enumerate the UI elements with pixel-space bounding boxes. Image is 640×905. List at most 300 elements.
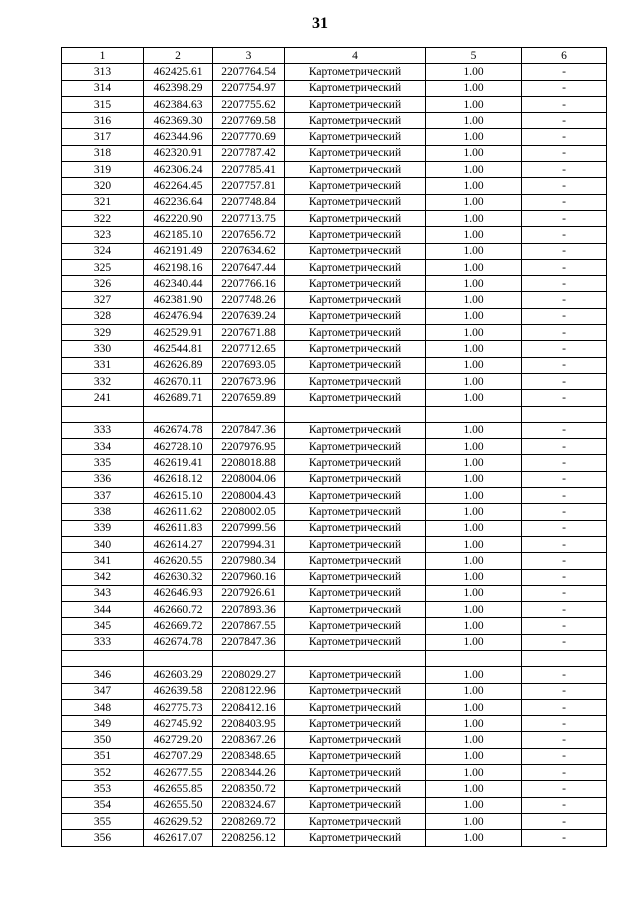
cell-x-coordinate: 462344.96 <box>144 129 213 145</box>
cell-point-number <box>62 650 144 666</box>
cell-accuracy: 1.00 <box>426 667 522 683</box>
cell-accuracy: 1.00 <box>426 699 522 715</box>
cell-accuracy: 1.00 <box>426 243 522 259</box>
cell-method: Картометрический <box>285 553 426 569</box>
cell-x-coordinate: 462425.61 <box>144 64 213 80</box>
cell-point-number: 337 <box>62 488 144 504</box>
cell-accuracy: 1.00 <box>426 162 522 178</box>
cell-accuracy: 1.00 <box>426 227 522 243</box>
cell-point-number: 341 <box>62 553 144 569</box>
table-row <box>62 748 607 764</box>
table-row <box>62 634 607 650</box>
table-row <box>62 602 607 618</box>
table-row <box>62 341 607 357</box>
cell-method: Картометрический <box>285 113 426 129</box>
cell-method: Картометрический <box>285 96 426 112</box>
cell-note: - <box>522 276 607 292</box>
cell-point-number: 354 <box>62 797 144 813</box>
cell-method: Картометрический <box>285 145 426 161</box>
cell-accuracy: 1.00 <box>426 145 522 161</box>
cell-note: - <box>522 308 607 324</box>
cell-y-coordinate: 2207647.44 <box>213 259 285 275</box>
cell-y-coordinate <box>213 650 285 666</box>
cell-method: Картометрический <box>285 520 426 536</box>
cell-point-number: 347 <box>62 683 144 699</box>
cell-y-coordinate: 2207769.58 <box>213 113 285 129</box>
cell-x-coordinate: 462674.78 <box>144 634 213 650</box>
table-row <box>62 276 607 292</box>
table-row <box>62 569 607 585</box>
column-header-note: 6 <box>522 48 607 64</box>
cell-x-coordinate: 462236.64 <box>144 194 213 210</box>
cell-method: Картометрический <box>285 536 426 552</box>
cell-note: - <box>522 797 607 813</box>
cell-point-number: 340 <box>62 536 144 552</box>
cell-y-coordinate: 2208350.72 <box>213 781 285 797</box>
cell-x-coordinate: 462544.81 <box>144 341 213 357</box>
cell-x-coordinate: 462529.91 <box>144 325 213 341</box>
coordinates-table <box>61 47 607 847</box>
cell-x-coordinate: 462646.93 <box>144 585 213 601</box>
table-row <box>62 178 607 194</box>
cell-accuracy <box>426 406 522 422</box>
cell-accuracy: 1.00 <box>426 748 522 764</box>
cell-x-coordinate: 462655.85 <box>144 781 213 797</box>
cell-method: Картометрический <box>285 210 426 226</box>
cell-point-number <box>62 406 144 422</box>
cell-y-coordinate: 2207748.84 <box>213 194 285 210</box>
cell-accuracy: 1.00 <box>426 390 522 406</box>
table-row <box>62 488 607 504</box>
cell-note: - <box>522 520 607 536</box>
cell-method: Картометрический <box>285 276 426 292</box>
cell-note: - <box>522 325 607 341</box>
cell-note: - <box>522 748 607 764</box>
cell-note: - <box>522 781 607 797</box>
cell-note: - <box>522 145 607 161</box>
cell-y-coordinate: 2207999.56 <box>213 520 285 536</box>
table-row <box>62 162 607 178</box>
cell-x-coordinate: 462191.49 <box>144 243 213 259</box>
table-row <box>62 716 607 732</box>
cell-method: Картометрический <box>285 699 426 715</box>
cell-note: - <box>522 699 607 715</box>
cell-x-coordinate: 462603.29 <box>144 667 213 683</box>
column-header-x: 2 <box>144 48 213 64</box>
cell-x-coordinate: 462381.90 <box>144 292 213 308</box>
cell-point-number: 320 <box>62 178 144 194</box>
cell-y-coordinate: 2207847.36 <box>213 634 285 650</box>
table-row <box>62 536 607 552</box>
cell-point-number: 327 <box>62 292 144 308</box>
cell-note: - <box>522 471 607 487</box>
cell-note: - <box>522 488 607 504</box>
cell-point-number: 334 <box>62 439 144 455</box>
cell-note: - <box>522 683 607 699</box>
cell-y-coordinate: 2208367.26 <box>213 732 285 748</box>
cell-note: - <box>522 259 607 275</box>
cell-point-number: 333 <box>62 634 144 650</box>
cell-point-number: 344 <box>62 602 144 618</box>
cell-y-coordinate: 2207867.55 <box>213 618 285 634</box>
cell-method: Картометрический <box>285 732 426 748</box>
cell-method <box>285 406 426 422</box>
table-row <box>62 243 607 259</box>
cell-x-coordinate: 462398.29 <box>144 80 213 96</box>
cell-accuracy: 1.00 <box>426 471 522 487</box>
cell-point-number: 241 <box>62 390 144 406</box>
cell-accuracy: 1.00 <box>426 781 522 797</box>
table-row <box>62 667 607 683</box>
cell-point-number: 352 <box>62 765 144 781</box>
cell-point-number: 323 <box>62 227 144 243</box>
cell-x-coordinate: 462185.10 <box>144 227 213 243</box>
table-row <box>62 830 607 846</box>
cell-y-coordinate: 2207980.34 <box>213 553 285 569</box>
cell-y-coordinate: 2207656.72 <box>213 227 285 243</box>
table-row <box>62 683 607 699</box>
cell-y-coordinate: 2207960.16 <box>213 569 285 585</box>
cell-point-number: 355 <box>62 813 144 829</box>
cell-method: Картометрический <box>285 325 426 341</box>
cell-note <box>522 406 607 422</box>
table-row-separator <box>62 650 607 666</box>
cell-y-coordinate: 2208004.06 <box>213 471 285 487</box>
cell-method: Картометрический <box>285 602 426 618</box>
cell-y-coordinate: 2208029.27 <box>213 667 285 683</box>
table-row <box>62 64 607 80</box>
column-header-accuracy: 5 <box>426 48 522 64</box>
cell-x-coordinate: 462689.71 <box>144 390 213 406</box>
cell-x-coordinate: 462369.30 <box>144 113 213 129</box>
cell-accuracy: 1.00 <box>426 292 522 308</box>
cell-y-coordinate: 2207634.62 <box>213 243 285 259</box>
cell-y-coordinate: 2207787.42 <box>213 145 285 161</box>
cell-accuracy: 1.00 <box>426 113 522 129</box>
cell-method: Картометрический <box>285 504 426 520</box>
cell-accuracy: 1.00 <box>426 129 522 145</box>
cell-method: Картометрический <box>285 357 426 373</box>
cell-x-coordinate: 462670.11 <box>144 373 213 389</box>
cell-method: Картометрический <box>285 439 426 455</box>
cell-accuracy: 1.00 <box>426 259 522 275</box>
table-row <box>62 259 607 275</box>
cell-point-number: 315 <box>62 96 144 112</box>
cell-x-coordinate: 462707.29 <box>144 748 213 764</box>
cell-y-coordinate: 2208256.12 <box>213 830 285 846</box>
table-row <box>62 520 607 536</box>
cell-x-coordinate: 462655.50 <box>144 797 213 813</box>
table-row <box>62 455 607 471</box>
cell-note: - <box>522 227 607 243</box>
cell-method: Картометрический <box>285 765 426 781</box>
cell-x-coordinate: 462264.45 <box>144 178 213 194</box>
cell-method: Картометрический <box>285 830 426 846</box>
cell-y-coordinate: 2207693.05 <box>213 357 285 373</box>
cell-point-number: 350 <box>62 732 144 748</box>
cell-note: - <box>522 634 607 650</box>
cell-accuracy: 1.00 <box>426 80 522 96</box>
cell-note: - <box>522 357 607 373</box>
cell-point-number: 330 <box>62 341 144 357</box>
cell-point-number: 321 <box>62 194 144 210</box>
cell-x-coordinate: 462669.72 <box>144 618 213 634</box>
cell-note: - <box>522 716 607 732</box>
cell-note: - <box>522 585 607 601</box>
table-row <box>62 373 607 389</box>
cell-y-coordinate: 2207770.69 <box>213 129 285 145</box>
cell-note: - <box>522 373 607 389</box>
cell-point-number: 342 <box>62 569 144 585</box>
cell-method: Картометрический <box>285 634 426 650</box>
table-row <box>62 504 607 520</box>
cell-x-coordinate: 462620.55 <box>144 553 213 569</box>
cell-accuracy: 1.00 <box>426 325 522 341</box>
cell-y-coordinate: 2207748.26 <box>213 292 285 308</box>
cell-accuracy: 1.00 <box>426 357 522 373</box>
cell-point-number: 329 <box>62 325 144 341</box>
column-header-y: 3 <box>213 48 285 64</box>
cell-y-coordinate: 2207671.88 <box>213 325 285 341</box>
cell-note: - <box>522 765 607 781</box>
cell-y-coordinate: 2207926.61 <box>213 585 285 601</box>
table-row <box>62 325 607 341</box>
cell-point-number: 313 <box>62 64 144 80</box>
cell-x-coordinate: 462615.10 <box>144 488 213 504</box>
cell-accuracy: 1.00 <box>426 830 522 846</box>
cell-accuracy: 1.00 <box>426 422 522 438</box>
table-row <box>62 553 607 569</box>
cell-x-coordinate: 462384.63 <box>144 96 213 112</box>
cell-accuracy: 1.00 <box>426 455 522 471</box>
table-row <box>62 439 607 455</box>
cell-accuracy: 1.00 <box>426 732 522 748</box>
cell-accuracy: 1.00 <box>426 553 522 569</box>
cell-y-coordinate: 2208122.96 <box>213 683 285 699</box>
cell-accuracy: 1.00 <box>426 96 522 112</box>
page-number: 31 <box>312 15 328 32</box>
table-row <box>62 813 607 829</box>
cell-method: Картометрический <box>285 308 426 324</box>
cell-accuracy: 1.00 <box>426 194 522 210</box>
cell-y-coordinate: 2207847.36 <box>213 422 285 438</box>
cell-x-coordinate: 462660.72 <box>144 602 213 618</box>
cell-accuracy: 1.00 <box>426 520 522 536</box>
cell-x-coordinate: 462639.58 <box>144 683 213 699</box>
column-header-method: 4 <box>285 48 426 64</box>
cell-accuracy: 1.00 <box>426 64 522 80</box>
table-row <box>62 145 607 161</box>
table-row <box>62 422 607 438</box>
cell-note: - <box>522 341 607 357</box>
cell-y-coordinate: 2207785.41 <box>213 162 285 178</box>
cell-note: - <box>522 422 607 438</box>
cell-x-coordinate: 462618.12 <box>144 471 213 487</box>
cell-accuracy: 1.00 <box>426 634 522 650</box>
cell-x-coordinate: 462626.89 <box>144 357 213 373</box>
cell-method: Картометрический <box>285 162 426 178</box>
cell-method: Картометрический <box>285 488 426 504</box>
cell-accuracy: 1.00 <box>426 488 522 504</box>
cell-accuracy: 1.00 <box>426 765 522 781</box>
cell-x-coordinate: 462306.24 <box>144 162 213 178</box>
cell-point-number: 353 <box>62 781 144 797</box>
cell-accuracy: 1.00 <box>426 683 522 699</box>
cell-point-number: 318 <box>62 145 144 161</box>
cell-point-number: 322 <box>62 210 144 226</box>
cell-point-number: 351 <box>62 748 144 764</box>
cell-x-coordinate <box>144 650 213 666</box>
cell-accuracy: 1.00 <box>426 373 522 389</box>
cell-note: - <box>522 243 607 259</box>
cell-accuracy: 1.00 <box>426 797 522 813</box>
cell-y-coordinate: 2207976.95 <box>213 439 285 455</box>
cell-note: - <box>522 64 607 80</box>
cell-point-number: 325 <box>62 259 144 275</box>
table-row <box>62 390 607 406</box>
cell-note: - <box>522 813 607 829</box>
cell-note: - <box>522 210 607 226</box>
cell-accuracy: 1.00 <box>426 308 522 324</box>
cell-method: Картометрический <box>285 292 426 308</box>
table-row <box>62 781 607 797</box>
cell-point-number: 319 <box>62 162 144 178</box>
cell-method: Картометрический <box>285 129 426 145</box>
cell-x-coordinate <box>144 406 213 422</box>
cell-x-coordinate: 462619.41 <box>144 455 213 471</box>
cell-x-coordinate: 462729.20 <box>144 732 213 748</box>
table-row <box>62 732 607 748</box>
cell-note: - <box>522 667 607 683</box>
cell-y-coordinate: 2207659.89 <box>213 390 285 406</box>
cell-accuracy: 1.00 <box>426 178 522 194</box>
cell-y-coordinate: 2208344.26 <box>213 765 285 781</box>
cell-y-coordinate: 2207712.65 <box>213 341 285 357</box>
cell-note: - <box>522 390 607 406</box>
cell-method: Картометрический <box>285 748 426 764</box>
table-row <box>62 113 607 129</box>
table-row <box>62 618 607 634</box>
cell-x-coordinate: 462677.55 <box>144 765 213 781</box>
cell-accuracy: 1.00 <box>426 276 522 292</box>
cell-x-coordinate: 462320.91 <box>144 145 213 161</box>
cell-note <box>522 650 607 666</box>
cell-accuracy: 1.00 <box>426 569 522 585</box>
cell-point-number: 316 <box>62 113 144 129</box>
cell-point-number: 328 <box>62 308 144 324</box>
table-row <box>62 308 607 324</box>
cell-method: Картометрический <box>285 80 426 96</box>
cell-accuracy: 1.00 <box>426 536 522 552</box>
header-row <box>62 48 607 64</box>
table-row <box>62 699 607 715</box>
cell-point-number: 332 <box>62 373 144 389</box>
cell-y-coordinate: 2207994.31 <box>213 536 285 552</box>
cell-note: - <box>522 113 607 129</box>
cell-x-coordinate: 462220.90 <box>144 210 213 226</box>
cell-y-coordinate: 2207893.36 <box>213 602 285 618</box>
cell-y-coordinate: 2207639.24 <box>213 308 285 324</box>
cell-method: Картометрический <box>285 178 426 194</box>
cell-x-coordinate: 462476.94 <box>144 308 213 324</box>
cell-point-number: 335 <box>62 455 144 471</box>
cell-note: - <box>522 178 607 194</box>
cell-accuracy: 1.00 <box>426 341 522 357</box>
table-row <box>62 96 607 112</box>
cell-point-number: 339 <box>62 520 144 536</box>
cell-accuracy: 1.00 <box>426 716 522 732</box>
cell-method: Картометрический <box>285 716 426 732</box>
cell-point-number: 326 <box>62 276 144 292</box>
cell-method: Картометрический <box>285 390 426 406</box>
cell-x-coordinate: 462728.10 <box>144 439 213 455</box>
cell-x-coordinate: 462775.73 <box>144 699 213 715</box>
table-row <box>62 194 607 210</box>
cell-note: - <box>522 455 607 471</box>
cell-x-coordinate: 462629.52 <box>144 813 213 829</box>
cell-note: - <box>522 569 607 585</box>
cell-accuracy: 1.00 <box>426 439 522 455</box>
cell-y-coordinate: 2208002.05 <box>213 504 285 520</box>
cell-point-number: 317 <box>62 129 144 145</box>
cell-y-coordinate: 2207713.75 <box>213 210 285 226</box>
table-row <box>62 765 607 781</box>
cell-y-coordinate: 2208018.88 <box>213 455 285 471</box>
cell-point-number: 356 <box>62 830 144 846</box>
cell-note: - <box>522 80 607 96</box>
table-row <box>62 80 607 96</box>
cell-method: Картометрический <box>285 471 426 487</box>
cell-note: - <box>522 504 607 520</box>
cell-point-number: 348 <box>62 699 144 715</box>
cell-accuracy <box>426 650 522 666</box>
cell-point-number: 336 <box>62 471 144 487</box>
cell-method: Картометрический <box>285 194 426 210</box>
cell-x-coordinate: 462611.62 <box>144 504 213 520</box>
cell-note: - <box>522 292 607 308</box>
table-row <box>62 471 607 487</box>
cell-y-coordinate: 2207673.96 <box>213 373 285 389</box>
cell-x-coordinate: 462617.07 <box>144 830 213 846</box>
cell-note: - <box>522 536 607 552</box>
table-row <box>62 129 607 145</box>
cell-accuracy: 1.00 <box>426 813 522 829</box>
cell-method: Картометрический <box>285 422 426 438</box>
cell-point-number: 345 <box>62 618 144 634</box>
cell-x-coordinate: 462745.92 <box>144 716 213 732</box>
cell-note: - <box>522 553 607 569</box>
cell-method: Картометрический <box>285 781 426 797</box>
cell-point-number: 331 <box>62 357 144 373</box>
cell-x-coordinate: 462198.16 <box>144 259 213 275</box>
cell-note: - <box>522 602 607 618</box>
table-row <box>62 585 607 601</box>
cell-point-number: 333 <box>62 422 144 438</box>
table-header <box>62 48 607 64</box>
cell-note: - <box>522 830 607 846</box>
cell-y-coordinate: 2207755.62 <box>213 96 285 112</box>
cell-y-coordinate: 2208348.65 <box>213 748 285 764</box>
cell-method <box>285 650 426 666</box>
cell-method: Картометрический <box>285 797 426 813</box>
cell-point-number: 346 <box>62 667 144 683</box>
cell-method: Картометрический <box>285 259 426 275</box>
cell-y-coordinate: 2207757.81 <box>213 178 285 194</box>
cell-note: - <box>522 162 607 178</box>
cell-accuracy: 1.00 <box>426 585 522 601</box>
cell-y-coordinate <box>213 406 285 422</box>
cell-y-coordinate: 2207766.16 <box>213 276 285 292</box>
